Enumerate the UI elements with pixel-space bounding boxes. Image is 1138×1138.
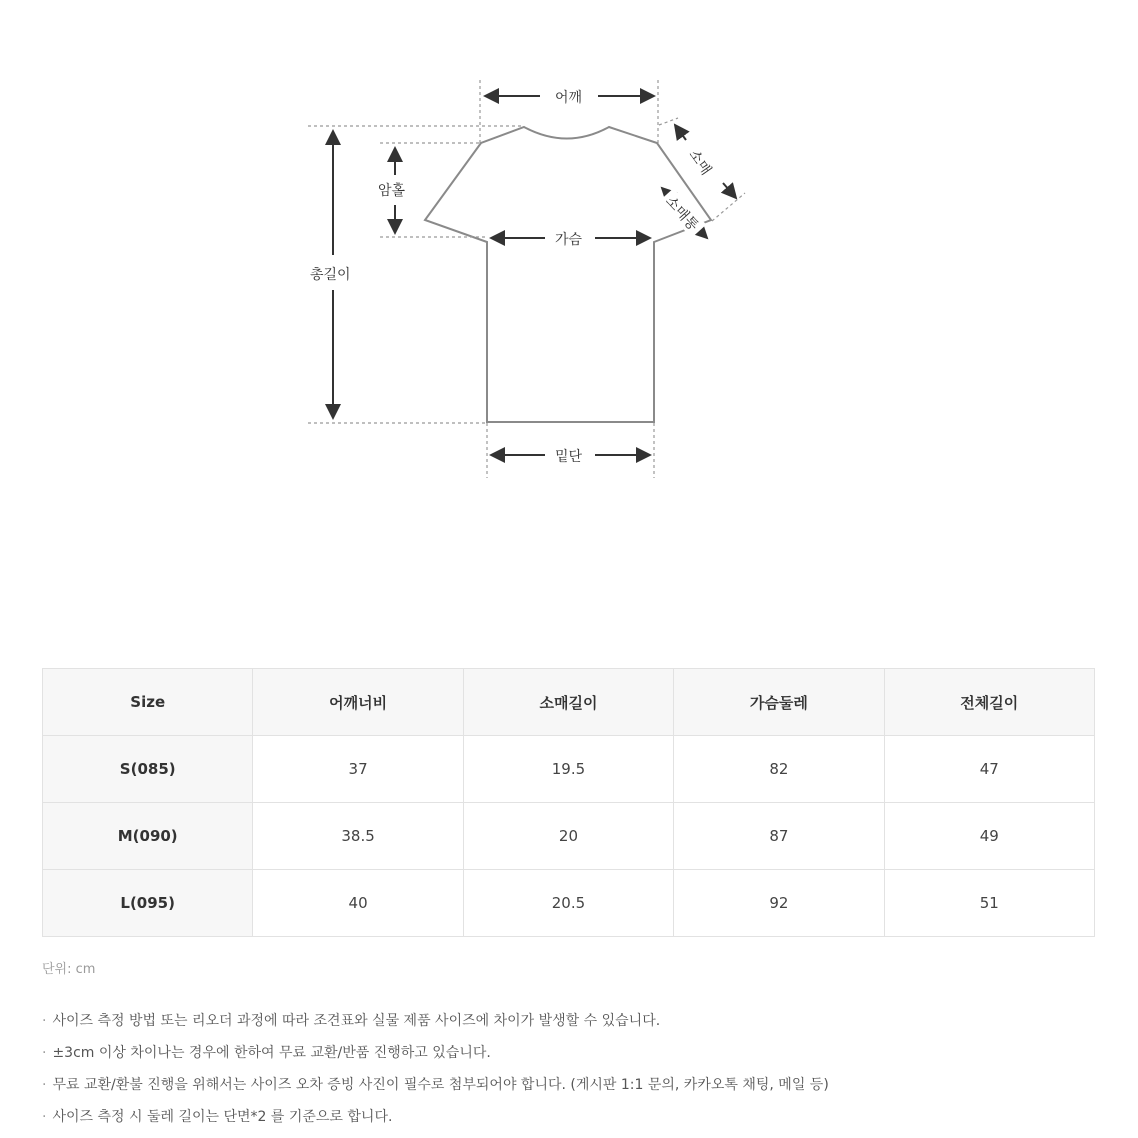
size-diagram bbox=[0, 0, 1138, 520]
sleeve-opening-label: 소매통 bbox=[659, 188, 706, 237]
sleeve-arrow-down bbox=[723, 183, 736, 198]
note-text: 사이즈 측정 시 둘레 길이는 단면*2 를 기준으로 합니다. bbox=[52, 1109, 393, 1125]
header-total-length: 전체길이 bbox=[884, 669, 1094, 736]
chest-cell: 87 bbox=[674, 803, 884, 870]
size-cell: S(085) bbox=[43, 736, 253, 803]
tshirt-outline bbox=[425, 127, 711, 422]
note-text: 무료 교환/환불 진행을 위해서는 사이즈 오차 증빙 사진이 필수로 첨부되어야 합니다. (게시판 1:1 문의, 카카오톡 채팅, 메일 등) bbox=[52, 1077, 829, 1093]
list-item bbox=[42, 1074, 1102, 1106]
shoulder-cell: 37 bbox=[253, 736, 463, 803]
header-shoulder-width: 어깨너비 bbox=[253, 669, 463, 736]
list-item bbox=[42, 1106, 1102, 1138]
sleeve-cell: 19.5 bbox=[463, 736, 673, 803]
table-row bbox=[43, 870, 1095, 937]
header-sleeve-length: 소매길이 bbox=[463, 669, 673, 736]
size-cell: M(090) bbox=[43, 803, 253, 870]
header-size: Size bbox=[43, 669, 253, 736]
bullet: · bbox=[42, 1077, 47, 1093]
sleeve-arrow-up bbox=[675, 125, 686, 140]
bullet: · bbox=[42, 1045, 47, 1061]
chest-cell: 82 bbox=[674, 736, 884, 803]
total-length-label: 총길이 bbox=[306, 264, 355, 284]
sleeve-label: 소매 bbox=[682, 142, 718, 182]
tshirt-illustration bbox=[0, 0, 1138, 520]
length-cell: 51 bbox=[884, 870, 1094, 937]
note-text: 사이즈 측정 방법 또는 리오더 과정에 따라 조견표와 실물 제품 사이즈에 차이가 발생할 수 있습니다. bbox=[52, 1013, 661, 1029]
size-notes bbox=[42, 1010, 1102, 1138]
sleeve-cell: 20.5 bbox=[463, 870, 673, 937]
size-cell: L(095) bbox=[43, 870, 253, 937]
header-chest: 가슴둘레 bbox=[674, 669, 884, 736]
list-item bbox=[42, 1010, 1102, 1042]
bullet: · bbox=[42, 1109, 47, 1125]
table-row bbox=[43, 803, 1095, 870]
chest-label: 가슴 bbox=[551, 229, 586, 249]
shoulder-cell: 38.5 bbox=[253, 803, 463, 870]
shoulder-cell: 40 bbox=[253, 870, 463, 937]
length-cell: 49 bbox=[884, 803, 1094, 870]
list-item bbox=[42, 1042, 1102, 1074]
bullet: · bbox=[42, 1013, 47, 1029]
size-table bbox=[42, 668, 1095, 937]
sleeve-cell: 20 bbox=[463, 803, 673, 870]
table-header-row bbox=[43, 669, 1095, 736]
unit-caption: 단위: cm bbox=[42, 962, 96, 977]
table-row bbox=[43, 736, 1095, 803]
armhole-label: 암홀 bbox=[374, 180, 409, 200]
hem-label: 밑단 bbox=[551, 446, 586, 466]
chest-cell: 92 bbox=[674, 870, 884, 937]
note-text: ±3cm 이상 차이나는 경우에 한하여 무료 교환/반품 진행하고 있습니다. bbox=[52, 1045, 491, 1061]
shoulder-label: 어깨 bbox=[551, 87, 586, 107]
length-cell: 47 bbox=[884, 736, 1094, 803]
